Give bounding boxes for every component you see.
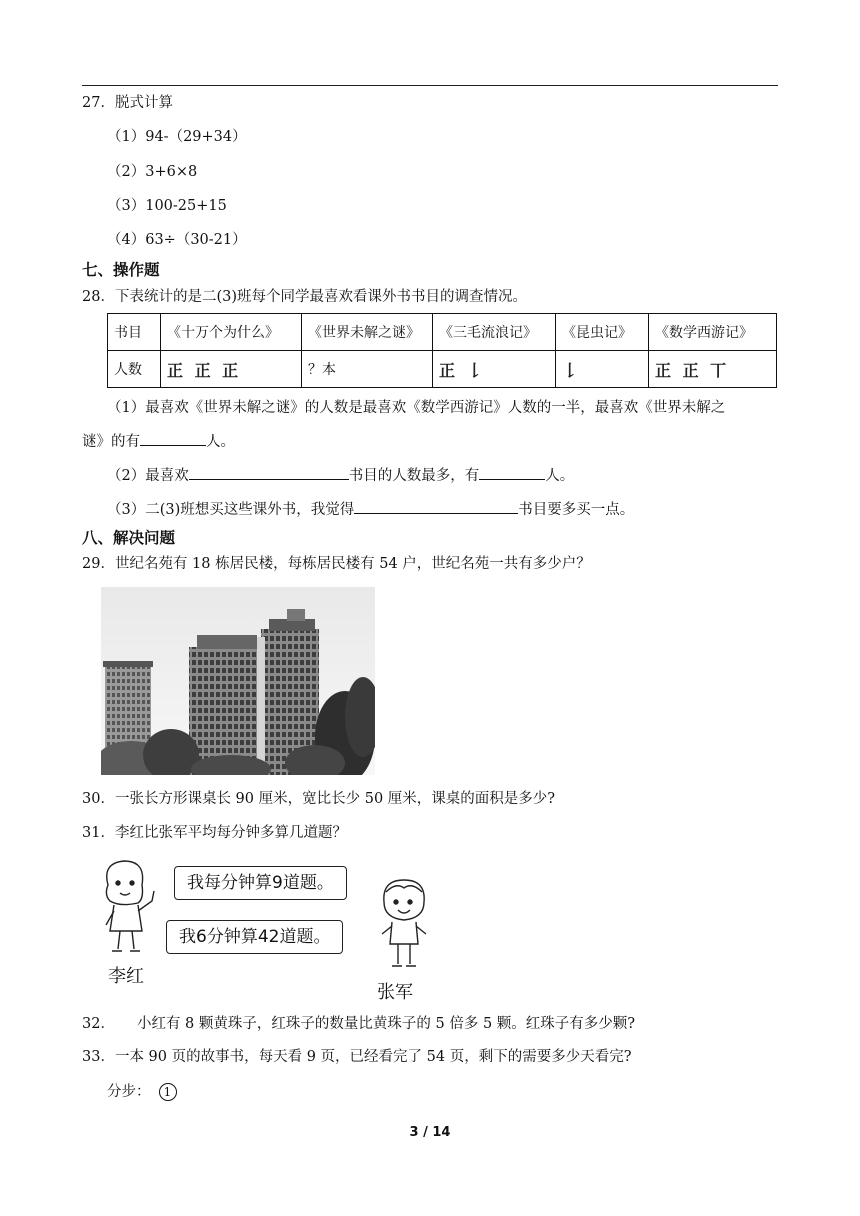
q29-title: 29．世纪名苑有 18 栋居民楼，每栋居民楼有 54 户，世纪名苑一共有多少户？ <box>82 556 591 572</box>
q28-part2-text: （2）最喜欢 <box>107 468 189 484</box>
q28-part3-end: 书目要多买一点。 <box>518 502 635 518</box>
q27-item-4: （4）63÷（30-21） <box>107 232 247 248</box>
q28-part2 <box>107 465 574 486</box>
speech-bubble: 我每分钟算9道题。 <box>174 866 347 900</box>
answer-blank[interactable] <box>189 465 349 480</box>
step-number: 1 <box>159 1083 177 1101</box>
q27-item-2: （2）3+6×8 <box>107 164 198 180</box>
section-title: 八、解决问题 <box>82 529 176 547</box>
q28-part1-text: 谜》的有 <box>82 434 140 450</box>
table-cell: 《世界未解之谜》 <box>302 314 433 351</box>
table-cell: 书目 <box>108 314 161 351</box>
q27-item-3: （3）100-25+15 <box>107 198 227 214</box>
answer-blank[interactable] <box>479 465 545 480</box>
q28-part1-line2 <box>82 431 235 452</box>
step-label: 分步： <box>107 1084 151 1100</box>
q30-title: 30．一张长方形课桌长 90 厘米，宽比长少 50 厘米，课桌的面积是多少? <box>82 791 556 807</box>
q28-part1-line1: （1）最喜欢《世界未解之谜》的人数是最喜欢《数学西游记》人数的一半，最喜欢《世界未解之 <box>107 400 726 416</box>
page-number: 3 / 14 <box>409 1125 451 1140</box>
q28-part2-unit: 人。 <box>545 468 575 484</box>
q33-title: 33．一本 90 页的故事书，每天看 9 页，已经看完了 54 页，剩下的需要多少天看完? <box>82 1049 632 1065</box>
apartment-buildings-photo <box>101 587 375 775</box>
tally-marks: 𠄌 <box>556 351 649 388</box>
table-cell: 《三毛流浪记》 <box>433 314 556 351</box>
section-title: 七、操作题 <box>82 261 160 279</box>
table-cell: 《数学西游记》 <box>649 314 777 351</box>
table-cell: 《十万个为什么》 <box>161 314 302 351</box>
answer-blank[interactable] <box>140 431 206 446</box>
q28-title: 28．下表统计的是二(3)班每个同学最喜欢看课外书书目的调查情况。 <box>82 289 527 305</box>
answer-blank[interactable] <box>354 499 518 514</box>
table-row <box>108 351 777 388</box>
tally-marks: 正 𠄌 <box>433 351 556 388</box>
q27-title: 27．脱式计算 <box>82 95 173 111</box>
table-cell: ？本 <box>302 351 433 388</box>
tally-marks: 正 正 丅 <box>649 351 777 388</box>
survey-table <box>107 313 777 388</box>
q32-number: 32． <box>82 1016 115 1032</box>
girl-name-label: 李红 <box>108 966 144 987</box>
q32-text: 小红有 8 颗黄珠子，红珠子的数量比黄珠子的 5 倍多 5 颗。红珠子有多少颗? <box>136 1016 636 1032</box>
header-rule <box>82 85 778 86</box>
q28-part3 <box>107 499 634 520</box>
q28-part2-mid: 书目的人数最多，有 <box>348 468 480 484</box>
q33-steps <box>107 1082 177 1102</box>
table-cell: 《昆虫记》 <box>556 314 649 351</box>
q28-part3-text: （3）二(3)班想买这些课外书，我觉得 <box>107 502 355 518</box>
boy-name-label: 张军 <box>377 982 413 1003</box>
tally-marks: 正 正 正 <box>161 351 302 388</box>
q32-question <box>82 1014 635 1034</box>
boy-illustration <box>376 876 432 972</box>
table-header-row <box>108 314 777 351</box>
q31-title: 31．李红比张军平均每分钟多算几道题？ <box>82 825 347 841</box>
q27-item-1: （1）94-（29+34） <box>107 129 247 145</box>
speech-bubble: 我6分钟算42道题。 <box>166 920 343 954</box>
girl-illustration <box>98 855 160 955</box>
table-cell: 人数 <box>108 351 161 388</box>
q28-part1-unit: 人。 <box>206 434 235 450</box>
